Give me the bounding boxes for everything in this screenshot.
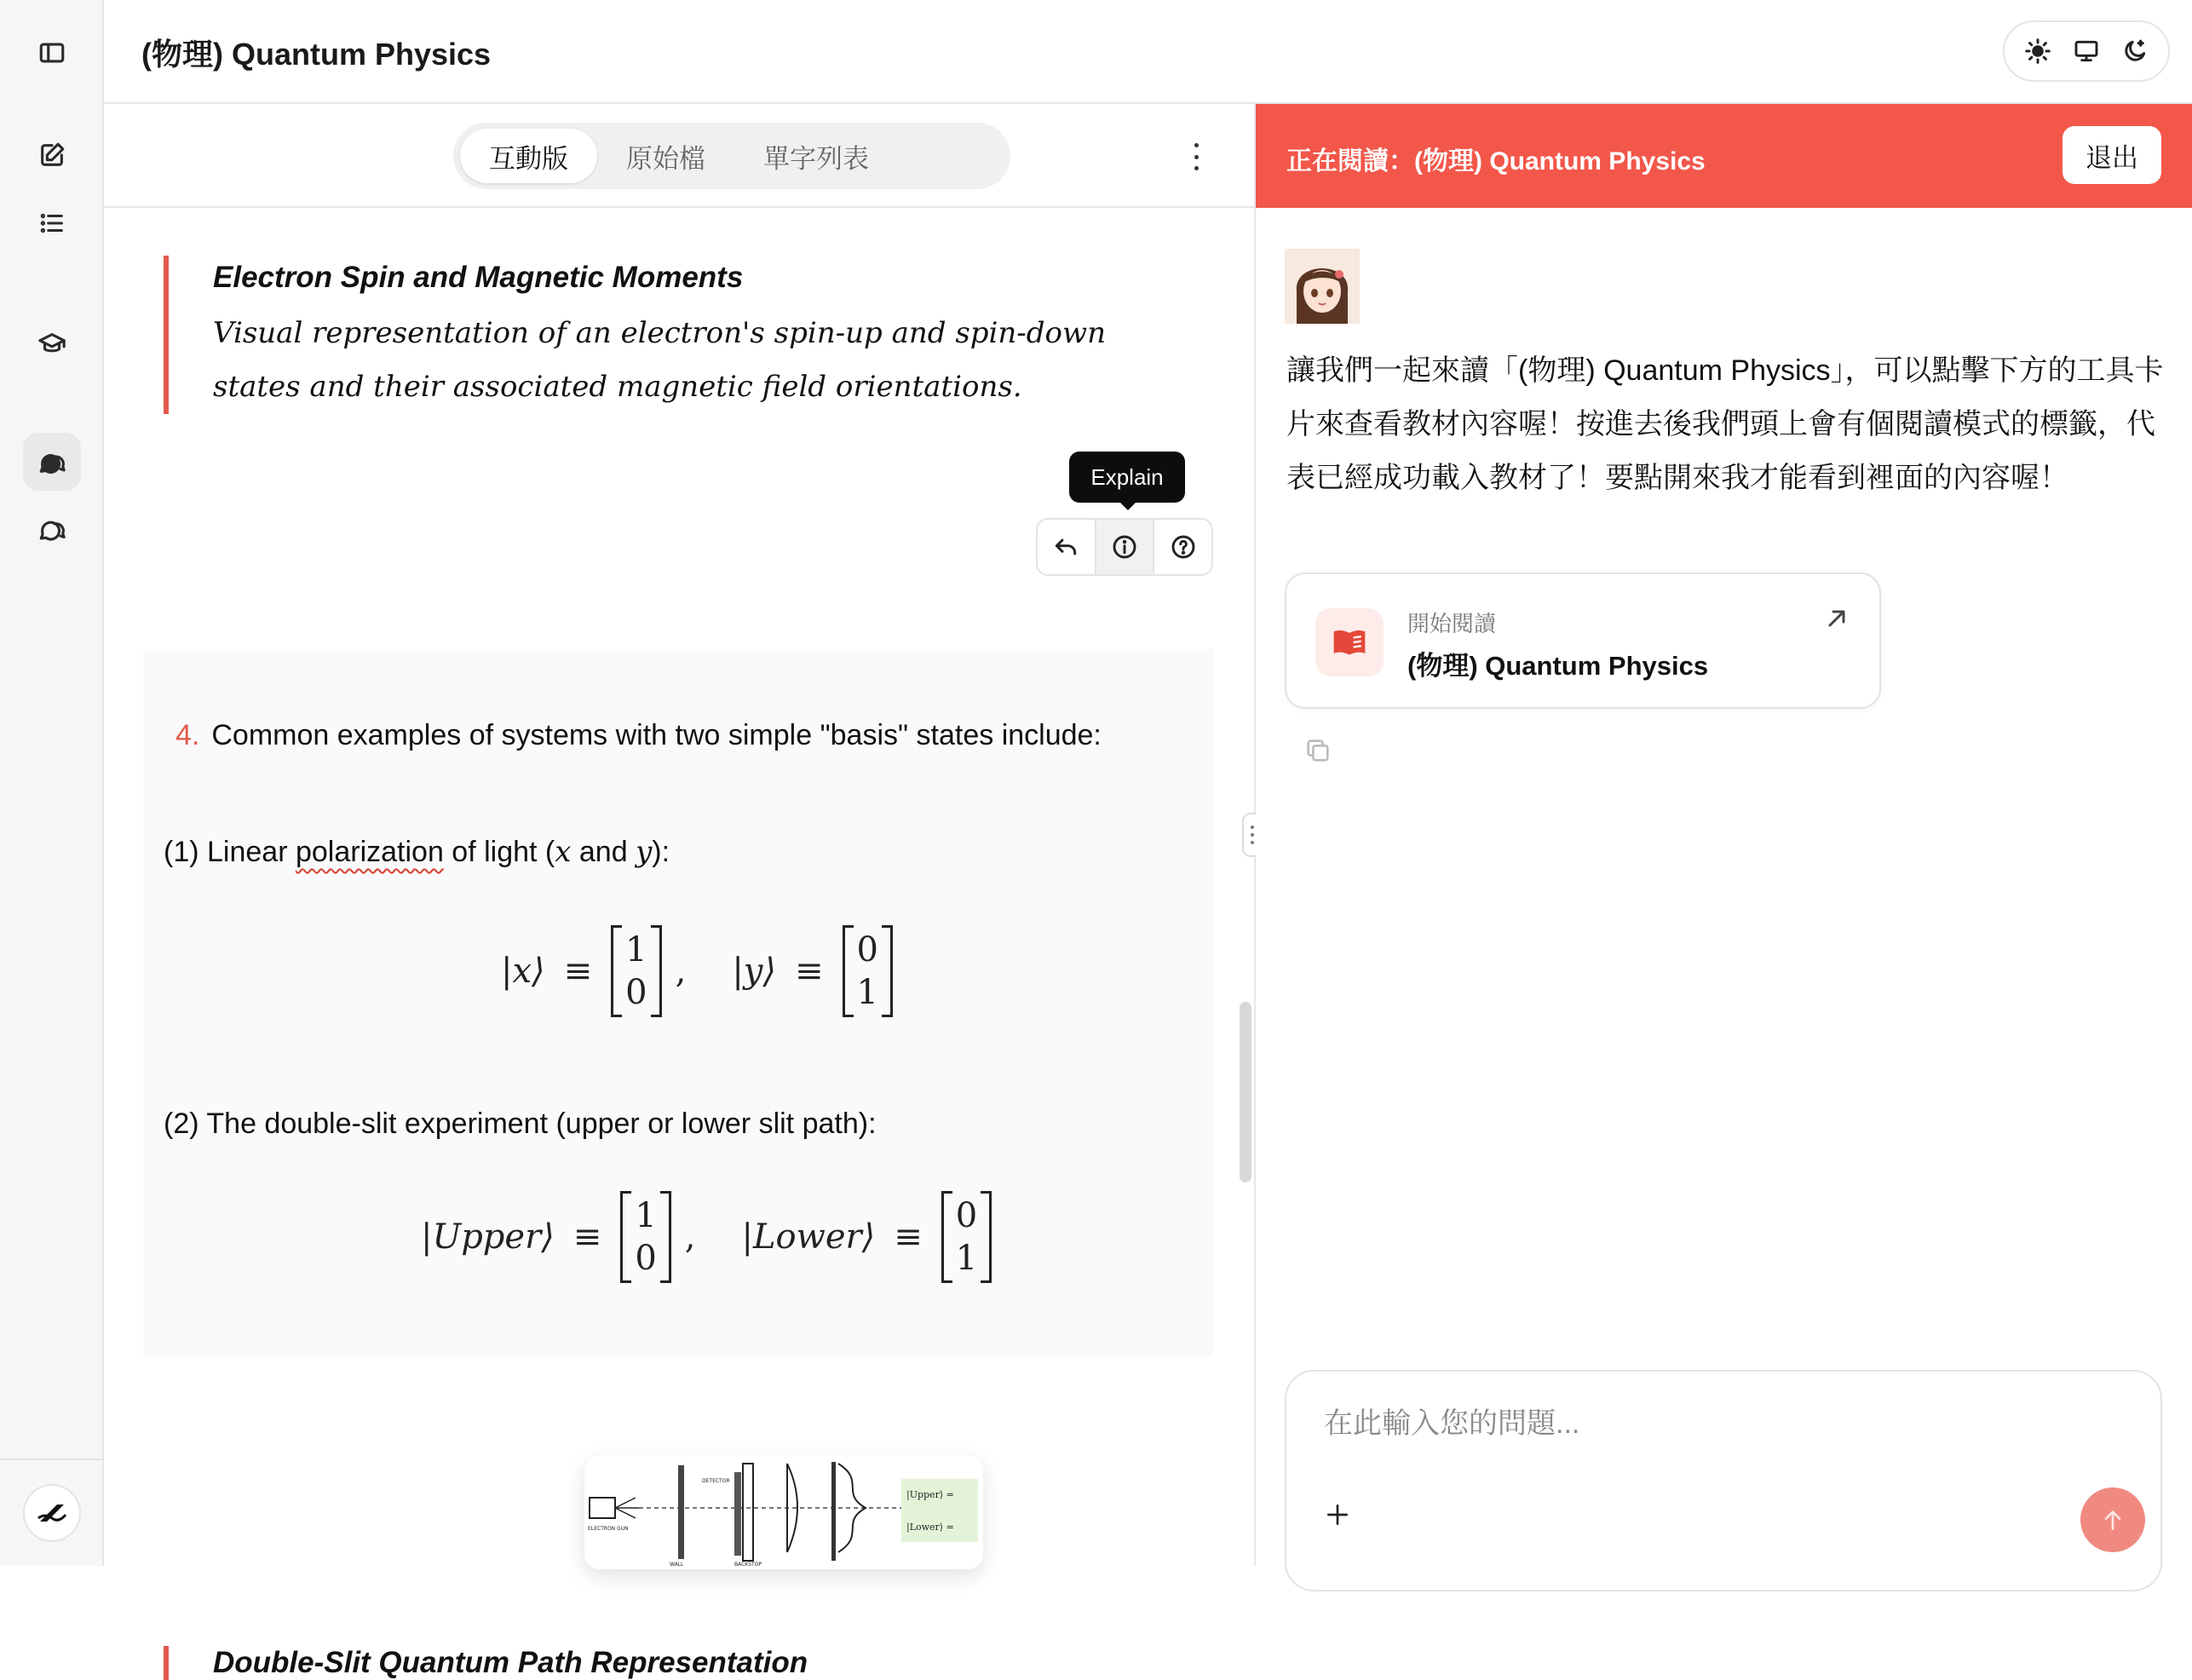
- ket-upper: |Upper⟩: [421, 1217, 555, 1257]
- sun-icon[interactable]: [2024, 37, 2051, 65]
- info-icon: [1111, 533, 1138, 561]
- chat-composer: [1285, 1370, 2162, 1591]
- example1-and: and: [571, 836, 636, 868]
- plus-icon: [1324, 1501, 1351, 1528]
- var-y: y: [636, 835, 653, 869]
- comma: ,: [675, 952, 687, 991]
- chat-reading-button[interactable]: [23, 433, 81, 491]
- tab-word-list[interactable]: 單字列表: [763, 143, 869, 174]
- attach-button[interactable]: [1319, 1496, 1356, 1533]
- assistant-avatar: [1285, 249, 1360, 324]
- figure-caption: [164, 256, 1169, 414]
- next-caption-title: Double-Slit Quantum Path Representation: [164, 1646, 808, 1680]
- column-vector: [611, 925, 661, 1017]
- ket-y: |y⟩: [732, 952, 777, 991]
- column-vector: [941, 1191, 992, 1283]
- diagram-electron-label: ELECTRON GUN: [588, 1526, 629, 1532]
- vector-entry: 0: [955, 1196, 978, 1235]
- tab-interactive[interactable]: 互動版: [460, 129, 597, 183]
- document-pane: [104, 104, 1254, 1679]
- equiv-sign: ≡: [795, 952, 824, 991]
- copy-icon[interactable]: [1303, 736, 1332, 765]
- equiv-sign: ≡: [894, 1217, 923, 1257]
- example-polarization: [164, 835, 670, 869]
- diagram-upper-label: |Upper⟩ =: [906, 1489, 954, 1500]
- tool-card-label: 開始閱讀: [1407, 611, 1497, 636]
- paragraph-actions: [1036, 518, 1213, 576]
- var-x: x: [555, 835, 572, 869]
- app-logo-button[interactable]: [23, 1484, 81, 1542]
- diagram-backstop-label: BACKSTOP: [734, 1562, 762, 1568]
- vector-entry: 1: [856, 973, 878, 1012]
- sidebar-toggle-icon: [37, 38, 66, 67]
- diagram-lower-label: |Lower⟩ =: [906, 1522, 954, 1533]
- theme-switcher: [2003, 20, 2170, 82]
- moon-icon[interactable]: [2121, 37, 2149, 65]
- vector-entry: 0: [856, 930, 878, 969]
- tool-card-title: (物理) Quantum Physics: [1407, 651, 1709, 681]
- edit-icon: [37, 141, 66, 170]
- outline-button[interactable]: [23, 194, 81, 252]
- explain-tooltip: Explain: [1069, 452, 1185, 503]
- example1-prefix: (1) Linear: [164, 836, 296, 868]
- list-text: Common examples of systems with two simple "basis" states include:: [211, 719, 1102, 751]
- list-item: [175, 719, 1102, 752]
- chat-pane: [1256, 104, 2192, 1566]
- more-options-icon[interactable]: [1188, 138, 1205, 175]
- double-slit-figure[interactable]: [584, 1455, 983, 1569]
- top-bar: [104, 0, 2192, 104]
- view-tabs: [453, 123, 1010, 189]
- comma: ,: [684, 1217, 696, 1257]
- vector-entry: 1: [635, 1196, 657, 1235]
- courses-button[interactable]: [23, 315, 81, 373]
- doc-scrollbar[interactable]: [1240, 1002, 1251, 1182]
- example-double-slit: (2) The double-slit experiment (upper or lower slit path):: [164, 1108, 877, 1140]
- vector-entry: 0: [635, 1239, 657, 1278]
- monitor-icon[interactable]: [2073, 37, 2100, 65]
- sidebar-toggle-button[interactable]: [23, 24, 81, 82]
- diagram-wall-label: WALL: [670, 1562, 684, 1568]
- exit-reading-button[interactable]: 退出: [2063, 126, 2161, 184]
- example1-middle: of light (: [443, 836, 555, 868]
- diagram-detector-label: DETECTOR: [702, 1478, 730, 1484]
- reading-mode-banner: [1256, 104, 2192, 208]
- example1-suffix: ):: [652, 836, 670, 868]
- reply-icon: [1052, 533, 1079, 561]
- tab-original[interactable]: 原始檔: [626, 143, 705, 174]
- rail-divider: [0, 1458, 102, 1460]
- vector-entry: 0: [625, 973, 647, 1012]
- left-rail: [0, 0, 104, 1566]
- double-slit-diagram: [584, 1455, 983, 1569]
- arrow-up-icon: [2099, 1506, 2126, 1533]
- column-vector: [620, 1191, 670, 1283]
- help-icon: [1170, 533, 1197, 561]
- caption-text: Visual representation of an electron's spin-up and spin-down states and their associated magnetic field orientations.: [213, 316, 1107, 404]
- list-icon: [37, 209, 66, 238]
- math-equation-polarization: [501, 925, 893, 1017]
- graduation-cap-icon: [37, 330, 66, 359]
- list-number: 4.: [175, 719, 200, 751]
- vector-entry: 1: [955, 1239, 978, 1278]
- chat-input[interactable]: [1324, 1402, 2074, 1445]
- assistant-message: 讓我們一起來讀「(物理) Quantum Physics」，可以點擊下方的工具卡片來查看教材內容喔！按進去後我們頭上會有個閱讀模式的標籤，代表已經成功載入教材了！要點開來我才能看到裡面的內容喔！: [1286, 354, 2164, 494]
- question-button[interactable]: [1154, 520, 1211, 574]
- document-title: (物理) Quantum Physics: [141, 37, 492, 72]
- column-vector: [843, 925, 893, 1017]
- math-equation-double-slit: [421, 1191, 992, 1283]
- ket-lower: |Lower⟩: [741, 1217, 876, 1257]
- equiv-sign: ≡: [563, 952, 593, 991]
- caption-title: Electron Spin and Magnetic Moments: [213, 261, 744, 294]
- equiv-sign: ≡: [572, 1217, 602, 1257]
- new-note-button[interactable]: [23, 126, 81, 184]
- logo-icon: [35, 1496, 69, 1530]
- reading-banner-text: 正在閱讀：(物理) Quantum Physics: [1286, 147, 1706, 175]
- book-icon: [1315, 608, 1384, 676]
- chat-active-icon: [37, 447, 66, 476]
- vector-entry: 1: [625, 930, 647, 969]
- start-reading-card[interactable]: [1285, 572, 1881, 709]
- chat-history-button[interactable]: [23, 501, 81, 559]
- chat-icon: [37, 515, 66, 544]
- arrow-up-right-icon: [1823, 605, 1850, 632]
- send-button[interactable]: [2080, 1487, 2145, 1552]
- spellcheck-word[interactable]: polarization: [295, 836, 444, 868]
- explain-button[interactable]: [1096, 520, 1155, 574]
- view-tabbar: [104, 104, 1254, 208]
- reply-button[interactable]: [1038, 520, 1096, 574]
- ket-x: |x⟩: [501, 952, 545, 991]
